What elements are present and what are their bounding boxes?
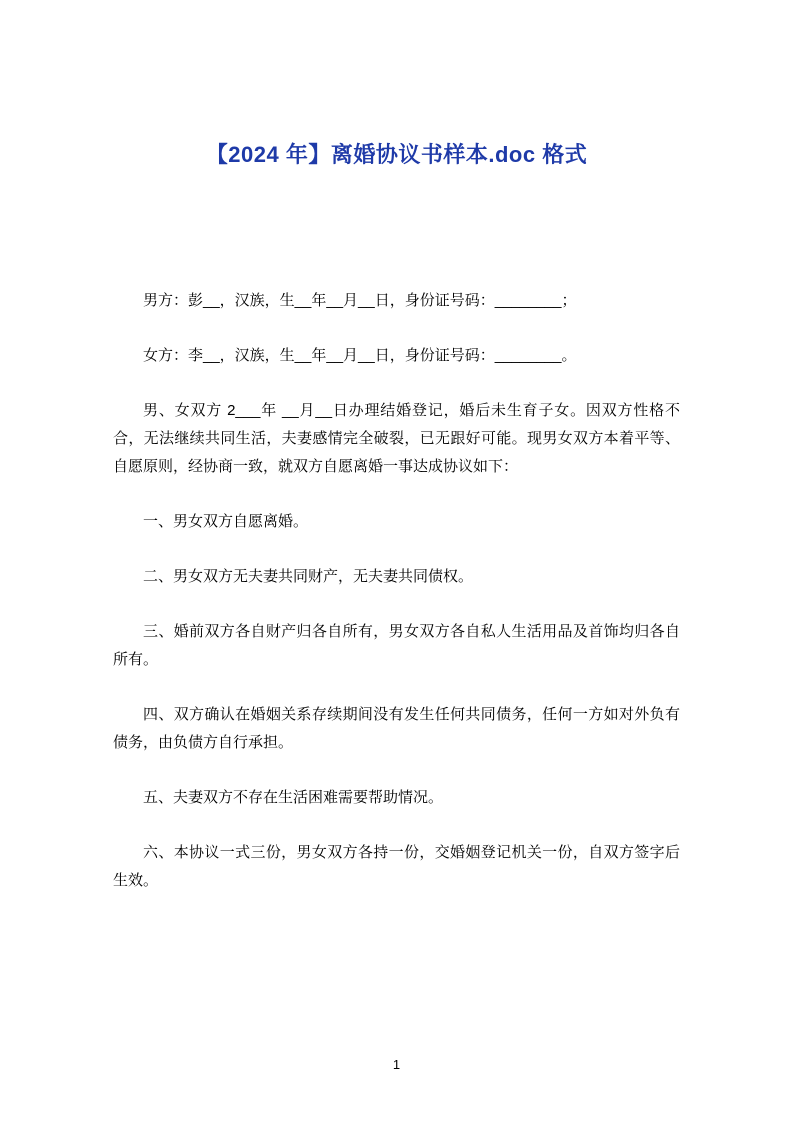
paragraph-clause-4: 四、双方确认在婚姻关系存续期间没有发生任何共同债务，任何一方如对外负有债务，由负债方自行承担。	[113, 706, 680, 751]
document-title: 【2024 年】离婚协议书样本.doc 格式	[205, 142, 588, 167]
paragraph-preamble: 男、女双方 2___年 __月__日办理结婚登记，婚后未生育子女。因双方性格不合，无法继续共同生活，夫妻感情完全破裂，已无跟好可能。现男女双方本着平等、自愿原则，经协商一致，就双方自愿离婚一事达成协议如下：	[113, 402, 680, 475]
document-body	[0, 287, 793, 895]
paragraph-clause-5: 五、夫妻双方不存在生活困难需要帮助情况。	[143, 789, 444, 806]
page-number: 1	[392, 1057, 401, 1072]
paragraph-clause-6: 六、本协议一式三份，男女双方各持一份，交婚姻登记机关一份，自双方签字后生效。	[113, 844, 680, 889]
paragraph-clause-1: 一、男女双方自愿离婚。	[143, 513, 309, 530]
paragraph-party-male: 男方：彭__，汉族，生__年__月__日，身份证号码：________；	[143, 292, 577, 309]
paragraph-clause-2: 二、男女双方无夫妻共同财产，无夫妻共同债权。	[143, 568, 474, 585]
paragraph-party-female: 女方：李__，汉族，生__年__月__日，身份证号码：________。	[143, 347, 577, 364]
paragraph-clause-3: 三、婚前双方各自财产归各自所有，男女双方各自私人生活用品及首饰均归各自所有。	[113, 623, 680, 668]
